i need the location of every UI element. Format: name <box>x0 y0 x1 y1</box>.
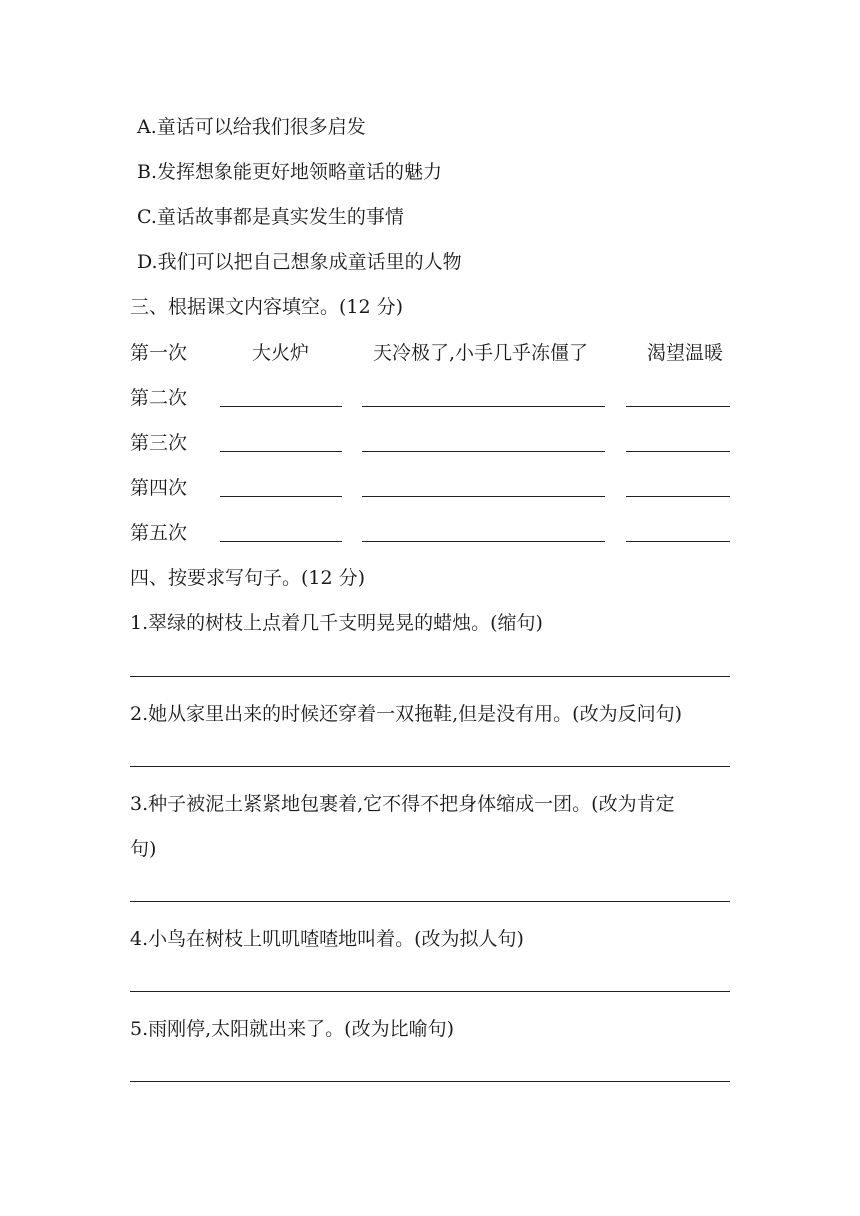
scene-blank[interactable] <box>362 541 605 542</box>
question-1: 1.翠绿的树枝上点着几千支明晃晃的蜡烛。(缩句) <box>130 612 543 634</box>
answer-line-2[interactable] <box>130 766 730 767</box>
answer-line-5[interactable] <box>130 1081 730 1082</box>
item-blank[interactable] <box>220 406 342 407</box>
item-blank[interactable] <box>220 541 342 542</box>
question-3-continued: 句) <box>130 838 157 860</box>
section-4-heading: 四、按要求写句子。(12 分) <box>130 567 366 589</box>
row-label: 第三次 <box>130 432 188 454</box>
item-blank[interactable] <box>220 451 342 452</box>
item-blank[interactable] <box>220 496 342 497</box>
row-scene: 天冷极了,小手几乎冻僵了 <box>373 342 589 364</box>
question-4: 4.小鸟在树枝上叽叽喳喳地叫着。(改为拟人句) <box>130 928 524 950</box>
row-label: 第一次 <box>130 342 188 364</box>
option-a: A.童话可以给我们很多启发 <box>137 116 366 138</box>
scene-blank[interactable] <box>362 406 605 407</box>
row-label: 第二次 <box>130 387 188 409</box>
answer-line-1[interactable] <box>130 676 730 677</box>
wish-blank[interactable] <box>626 541 730 542</box>
section-3-heading: 三、根据课文内容填空。(12 分) <box>130 296 404 318</box>
question-5: 5.雨刚停,太阳就出来了。(改为比喻句) <box>130 1018 454 1040</box>
option-d: D.我们可以把自己想象成童话里的人物 <box>137 251 462 273</box>
wish-blank[interactable] <box>626 451 730 452</box>
wish-blank[interactable] <box>626 496 730 497</box>
wish-blank[interactable] <box>626 406 730 407</box>
row-label: 第五次 <box>130 522 188 544</box>
answer-line-4[interactable] <box>130 991 730 992</box>
row-label: 第四次 <box>130 477 188 499</box>
row-wish: 渴望温暖 <box>647 342 724 364</box>
answer-line-3[interactable] <box>130 901 730 902</box>
scene-blank[interactable] <box>362 496 605 497</box>
question-2: 2.她从家里出来的时候还穿着一双拖鞋,但是没有用。(改为反问句) <box>130 703 682 725</box>
row-item: 大火炉 <box>252 342 310 364</box>
question-3: 3.种子被泥土紧紧地包裹着,它不得不把身体缩成一团。(改为肯定 <box>130 793 675 815</box>
option-b: B.发挥想象能更好地领略童话的魅力 <box>137 161 443 183</box>
option-c: C.童话故事都是真实发生的事情 <box>137 206 404 228</box>
scene-blank[interactable] <box>362 451 605 452</box>
